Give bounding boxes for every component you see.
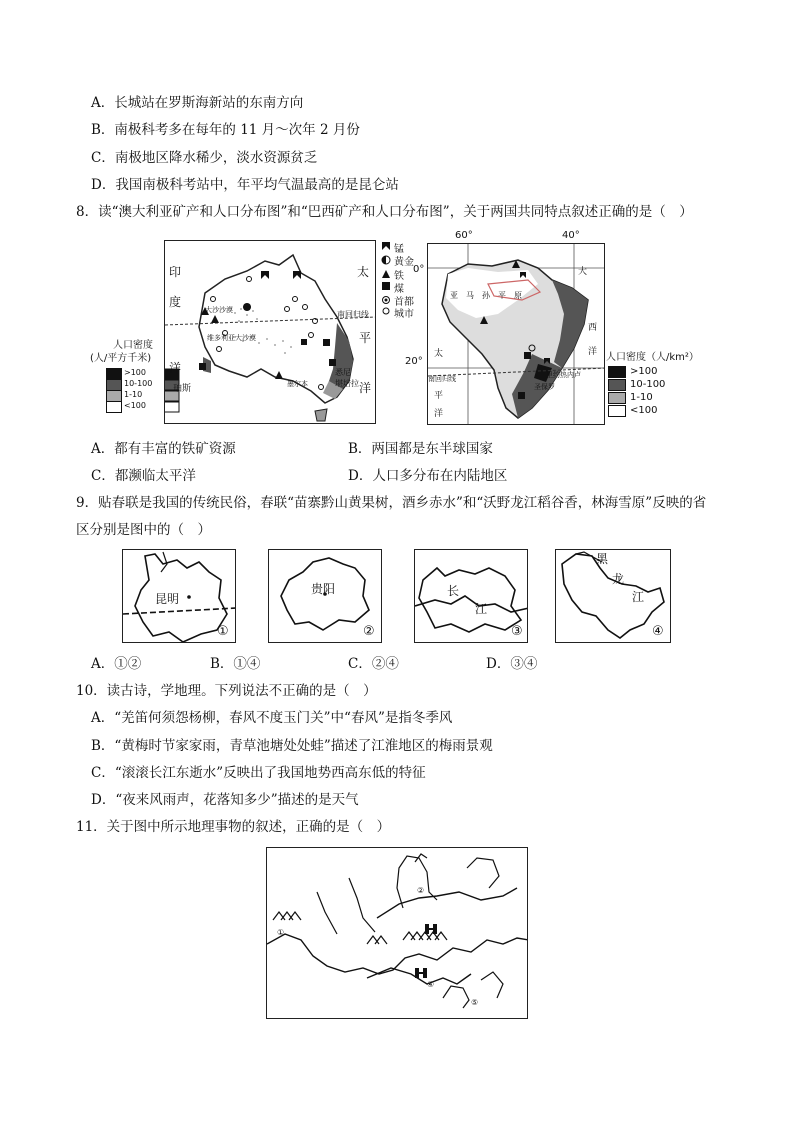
aus-ocean-label-yang2: 洋 [359,381,372,395]
manganese-icon [382,242,390,250]
legend-coal: 煤 [394,284,404,295]
q9-map3-label-chang: 长 [447,584,460,598]
brazil-density-swatch-1 [608,366,626,378]
brazil-density-swatch-2 [608,379,626,391]
australia-map [164,240,376,424]
brazil-lon-40: 40° [562,230,580,241]
q9-map2-city: 贵阳 [311,582,336,596]
aus-city-perth: 珀斯 [173,384,192,394]
brazil-pacific-tai: 太 [434,349,444,359]
q8-option-c: C．都濒临太平洋 [91,468,196,484]
brazil-city-saopaulo: 圣保罗 [534,383,555,391]
q7-option-b: B．南极科考多在每年的 11 月～次年 2 月份 [91,122,360,138]
q11-marker-5: ⑤ [471,998,479,1007]
coal-icon [382,282,390,290]
brazil-map [427,243,605,425]
q9-map-4 [555,549,671,643]
q9-option-b: B．①④ [210,656,261,672]
aus-city-sydney: 悉尼 [335,368,351,377]
aus-city-melbourne: 墨尔本 [287,380,308,388]
q9-stem-line1: 9．贴春联是我国的传统民俗，春联“苗寨黔山黄果树，酒乡赤水”和“沃野龙江稻谷香，林海雪原”反映的省 [76,495,707,511]
q11-marker-1: ① [277,928,285,937]
brazil-lon-60: 60° [455,230,473,241]
brazil-city-rio: 里约热内卢 [546,371,581,379]
mineral-legend [380,240,426,330]
aus-density-level-2: 10-100 [124,379,153,388]
capital-icon [385,299,388,302]
q10-option-b: B．“黄梅时节家家雨，青草池塘处处蛙”描述了江淮地区的梅雨景观 [91,738,493,754]
q9-option-c: C．②④ [348,656,399,672]
q11-map [266,847,528,1019]
aus-desert-2: 维多利亚大沙漠 [207,334,256,342]
q7-option-a: A．长城站在罗斯海新站的东南方向 [91,95,304,111]
brazil-lat-0: 0° [413,264,425,275]
aus-ocean-label-du: 度 [169,295,182,309]
q11-stem: 11．关于图中所示地理事物的叙述，正确的是（ ） [76,819,391,835]
q8-stem: 8．读“澳大利亚矿产和人口分布图”和“巴西矿产和人口分布图”，关于两国共同特点叙述正确的是（ ） [76,204,693,220]
q9-map-3 [414,549,528,643]
aus-ocean-label-yang: 洋 [169,361,182,375]
legend-gold: 黄金 [394,257,414,268]
legend-manganese: 锰 [394,244,404,255]
aus-desert-1: 大沙沙漠 [205,306,233,314]
q11-map-graphic [267,848,528,1019]
aus-ocean-label-tai: 太 [357,265,370,279]
brazil-ocean-da: 大 [578,267,588,277]
q10-option-c: C．“滚滚长江东逝水”反映出了我国地势西高东低的特征 [91,765,426,781]
q7-option-c: C．南极地区降水稀少，淡水资源贫乏 [91,150,318,166]
legend-city: 城市 [394,309,414,320]
brazil-lat-20: 20° [405,356,423,367]
mineral-legend-symbols [380,240,394,330]
brazil-density-level-4: <100 [630,405,658,416]
q8-option-d: D．人口多分布在内陆地区 [348,468,508,484]
q9-map1-number: ① [217,624,229,639]
q8-option-b: B．两国都是东半球国家 [348,441,493,457]
legend-capital: 首都 [394,297,414,308]
brazil-density-level-2: 10-100 [630,379,666,390]
aus-density-swatch-4 [106,401,122,413]
aus-density-level-3: 1-10 [124,390,143,399]
q7-option-d: D．我国南极科考站中，年平均气温最高的是昆仑站 [91,177,399,193]
q8-option-a: A．都有丰富的铁矿资源 [91,441,236,457]
brazil-density-level-1: >100 [630,366,658,377]
q9-map-1 [122,549,236,643]
q9-map4-label-long: 龙 [612,572,625,586]
q10-option-a: A．“羌笛何须怨杨柳，春风不度玉门关”中“春风”是指冬季风 [91,710,453,726]
city-icon [383,308,389,314]
brazil-density-swatch-4 [608,405,626,417]
q10-stem: 10．读古诗，学地理。下列说法不正确的是（ ） [76,683,377,699]
brazil-density-title: 人口密度（人/km²） [606,352,699,363]
aus-density-unit: (人/平方千米) [90,353,152,364]
aus-density-level-4: <100 [124,401,146,410]
q9-map4-label-hei: 黑 [596,552,609,566]
q9-map3-label-jiang: 江 [475,602,488,616]
q9-map4-label-jiang: 江 [632,590,645,604]
q9-map1-city: 昆明 [155,592,180,606]
aus-ocean-label-ping: 平 [359,331,372,345]
legend-iron: 铁 [394,271,404,282]
q11-marker-2: ② [417,886,425,895]
brazil-ocean-xi: 西 [588,323,598,333]
brazil-density-swatch-3 [608,392,626,404]
australia-map-graphic [165,241,376,424]
q9-map4-number: ④ [652,624,664,639]
brazil-pacific-ping: 平 [434,391,444,401]
q9-option-a: A．①② [91,656,142,672]
q9-map3-number: ③ [511,624,523,639]
aus-density-title: 人口密度 [113,340,153,351]
q9-option-d: D．③④ [486,656,538,672]
q9-map2-number: ② [363,624,375,639]
iron-icon [382,270,390,278]
q10-option-d: D．“夜来风雨声，花落知多少”描述的是天气 [91,792,359,808]
aus-tropic-label: 南回归线 [337,310,369,319]
q9-map-2 [268,549,382,643]
aus-density-level-1: >100 [124,368,146,377]
brazil-tropic-label: 南回归线 [428,375,456,383]
q9-stem-line2: 区分别是图中的（ ） [76,522,211,538]
brazil-density-level-3: 1-10 [630,392,653,403]
q11-marker-4: ④ [427,980,435,989]
aus-city-canberra: 堪培拉 [335,379,359,388]
brazil-pacific-yang: 洋 [434,409,444,419]
brazil-ocean-yang: 洋 [588,347,598,357]
aus-ocean-label-yin: 印 [169,265,182,279]
brazil-amazon-label: 亚 马 孙 平 原 [450,291,522,300]
